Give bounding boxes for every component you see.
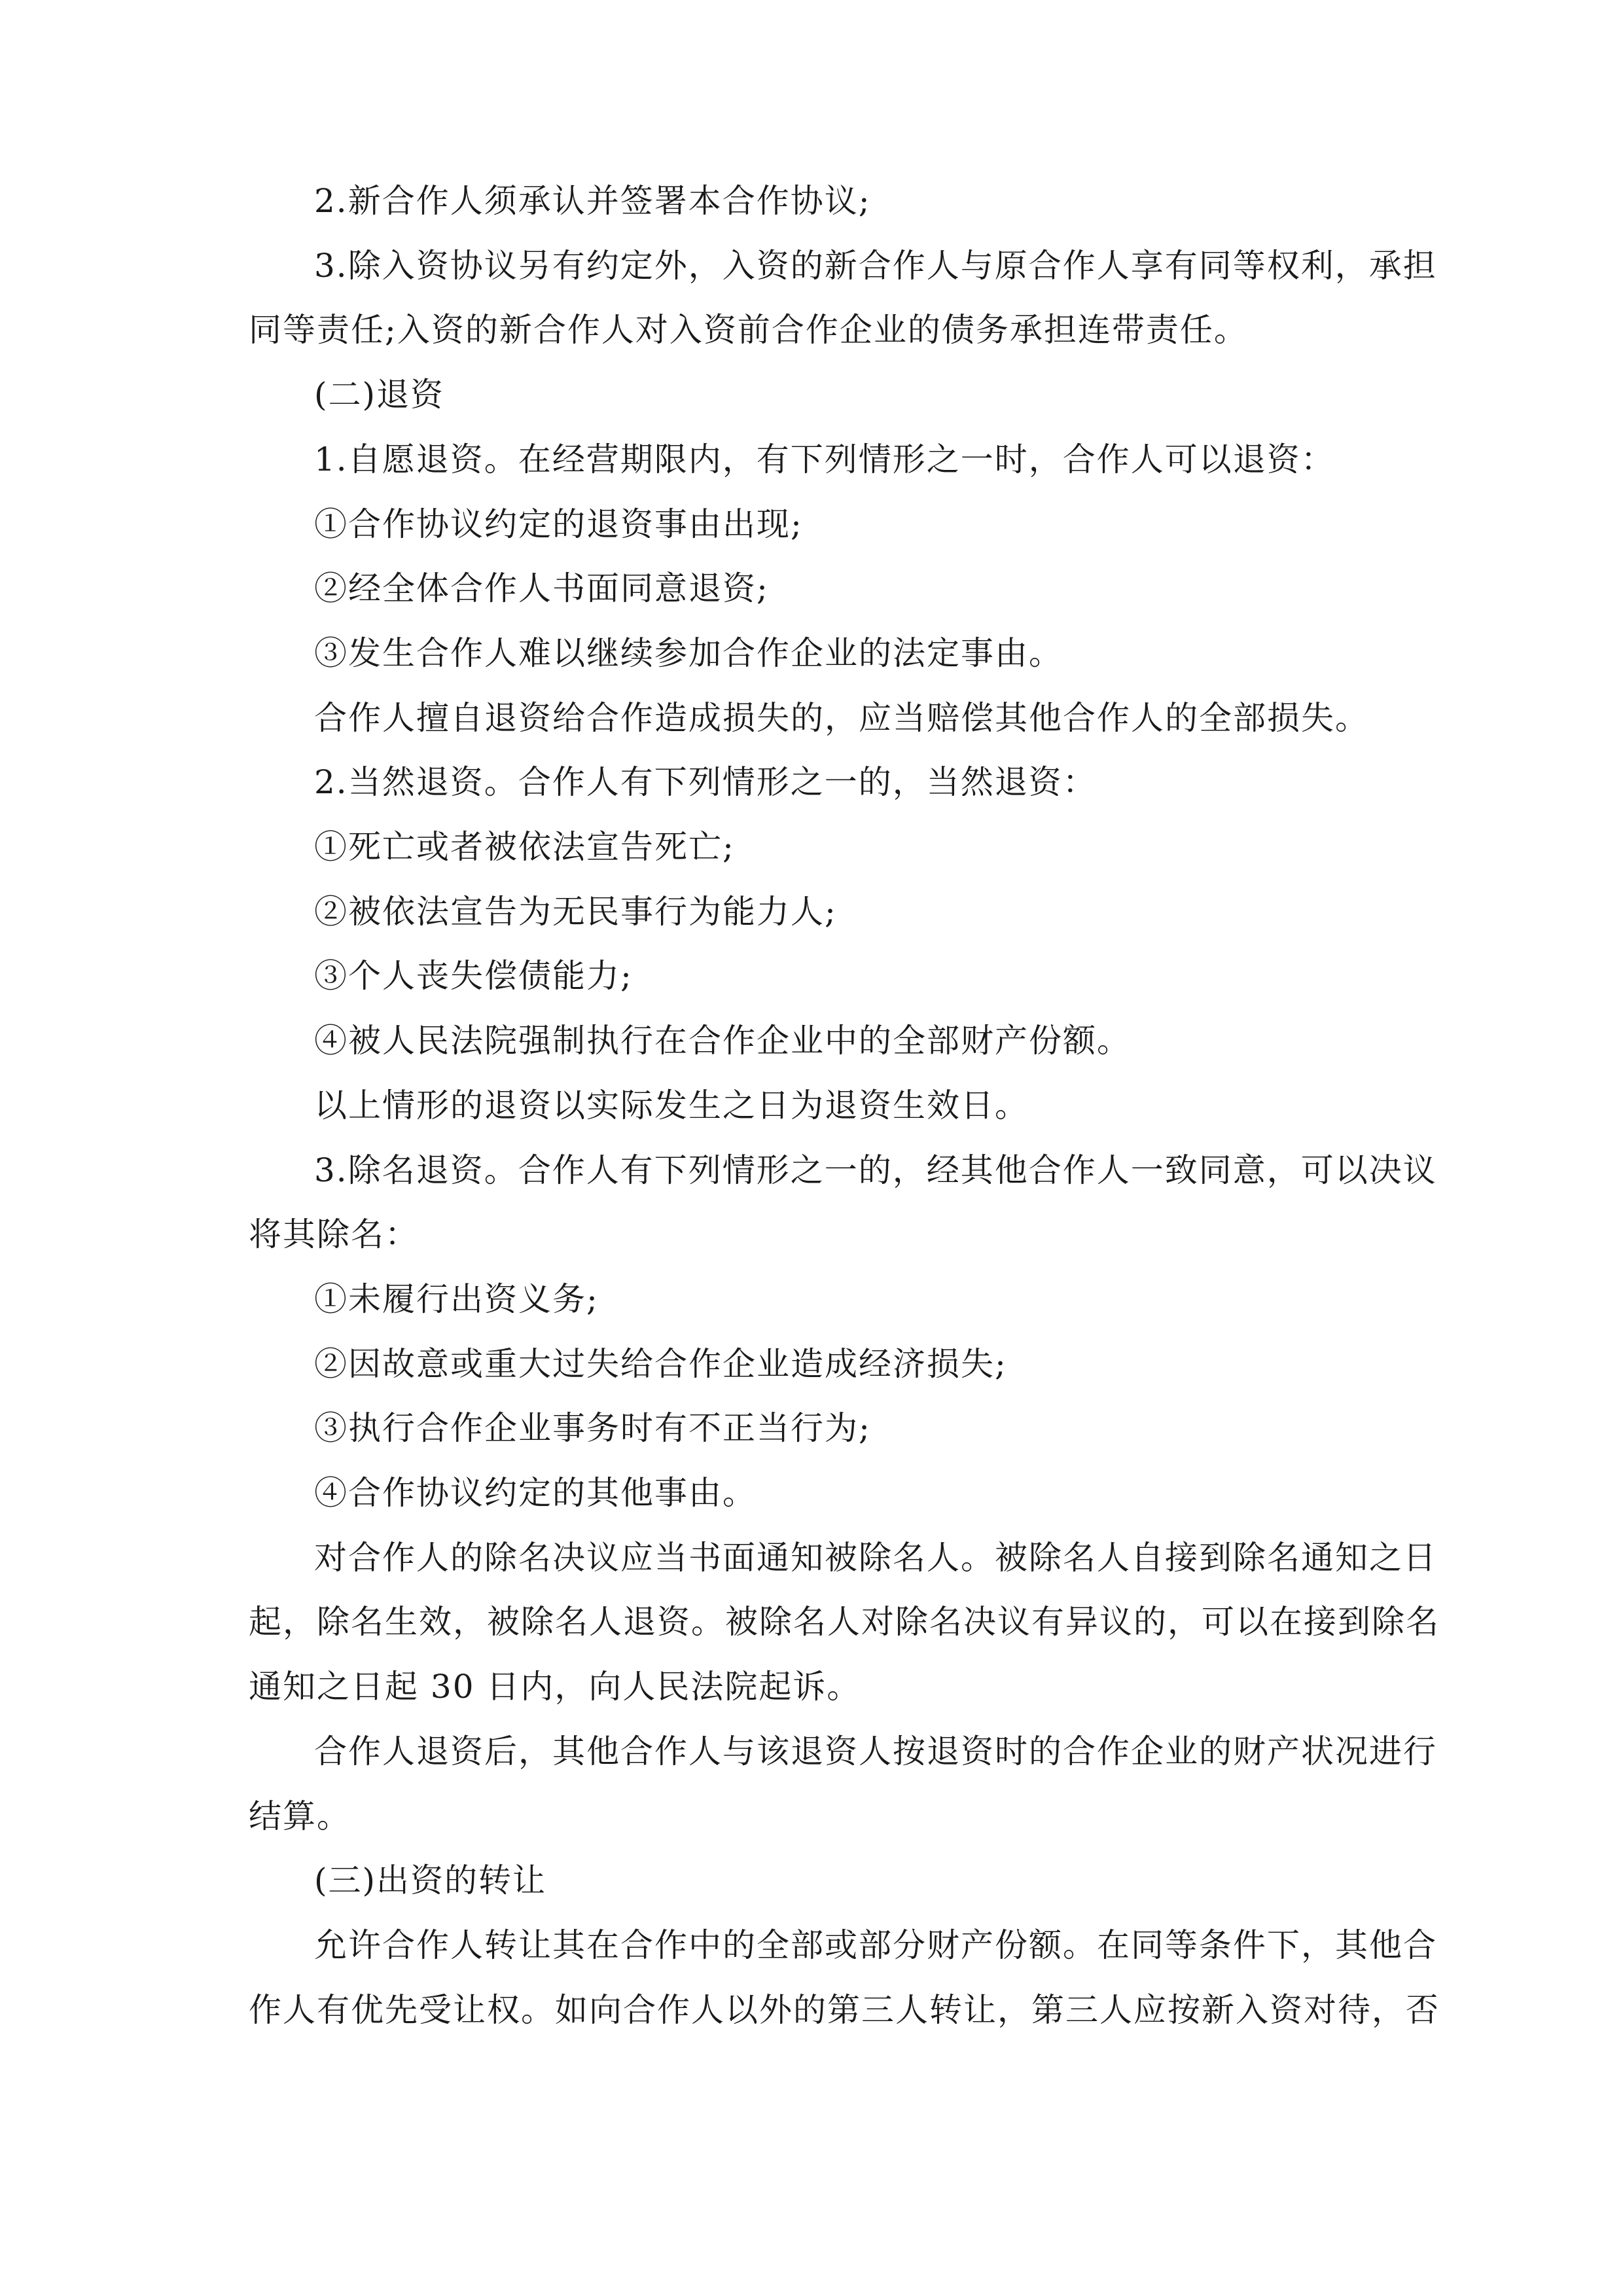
text-line: 将其除名： [249, 1215, 419, 1253]
text-line: ④合作协议约定的其他事由。 [314, 1474, 757, 1512]
text-line: 合作人擅自退资给合作造成损失的，应当赔偿其他合作人的全部损失。 [314, 699, 1369, 737]
text-line: ①未履行出资义务; [314, 1280, 599, 1318]
text-line: 3.除名退资。合作人有下列情形之一的，经其他合作人一致同意，可以决议 [314, 1151, 1437, 1189]
text-line: 2.当然退资。合作人有下列情形之一的，当然退资： [314, 763, 1097, 801]
text-line: ④被人民法院强制执行在合作企业中的全部财产份额。 [314, 1022, 1131, 1060]
text-line: 通知之日起 30 日内，向人民法院起诉。 [249, 1668, 861, 1706]
text-line: ③执行合作企业事务时有不正当行为; [314, 1409, 871, 1447]
text-line: 同等责任;入资的新合作人对入资前合作企业的债务承担连带责任。 [249, 311, 1248, 349]
text-line: ①死亡或者被依法宣告死亡; [314, 828, 735, 866]
text-line: 结算。 [249, 1797, 351, 1835]
text-line: ②经全体合作人书面同意退资; [314, 569, 769, 607]
text-line: 1.自愿退资。在经营期限内，有下列情形之一时，合作人可以退资： [314, 440, 1335, 478]
text-line: 以上情形的退资以实际发生之日为退资生效日。 [314, 1086, 1029, 1124]
text-line: ③个人丧失偿债能力; [314, 957, 633, 995]
text-line: ②因故意或重大过失给合作企业造成经济损失; [314, 1345, 1007, 1383]
text-line: (三)出资的转让 [314, 1861, 547, 1899]
text-line: ②被依法宣告为无民事行为能力人; [314, 893, 837, 931]
text-line: 3.除入资协议另有约定外，入资的新合作人与原合作人享有同等权利，承担 [314, 247, 1437, 285]
text-line: (二)退资 [314, 376, 445, 414]
text-line: 允许合作人转让其在合作中的全部或部分财产份额。在同等条件下，其他合 [314, 1926, 1437, 1964]
text-line: ①合作协议约定的退资事由出现; [314, 505, 803, 543]
text-line: 对合作人的除名决议应当书面通知被除名人。被除名人自接到除名通知之日 [314, 1539, 1437, 1577]
text-line: 作人有优先受让权。如向合作人以外的第三人转让，第三人应按新入资对待，否 [249, 1991, 1440, 2029]
text-line: 合作人退资后，其他合作人与该退资人按退资时的合作企业的财产状况进行 [314, 1732, 1437, 1770]
text-line: 2.新合作人须承认并签署本合作协议; [314, 182, 871, 220]
text-line: ③发生合作人难以继续参加合作企业的法定事由。 [314, 634, 1063, 672]
text-line: 起，除名生效，被除名人退资。被除名人对除名决议有异议的，可以在接到除名 [249, 1603, 1440, 1641]
